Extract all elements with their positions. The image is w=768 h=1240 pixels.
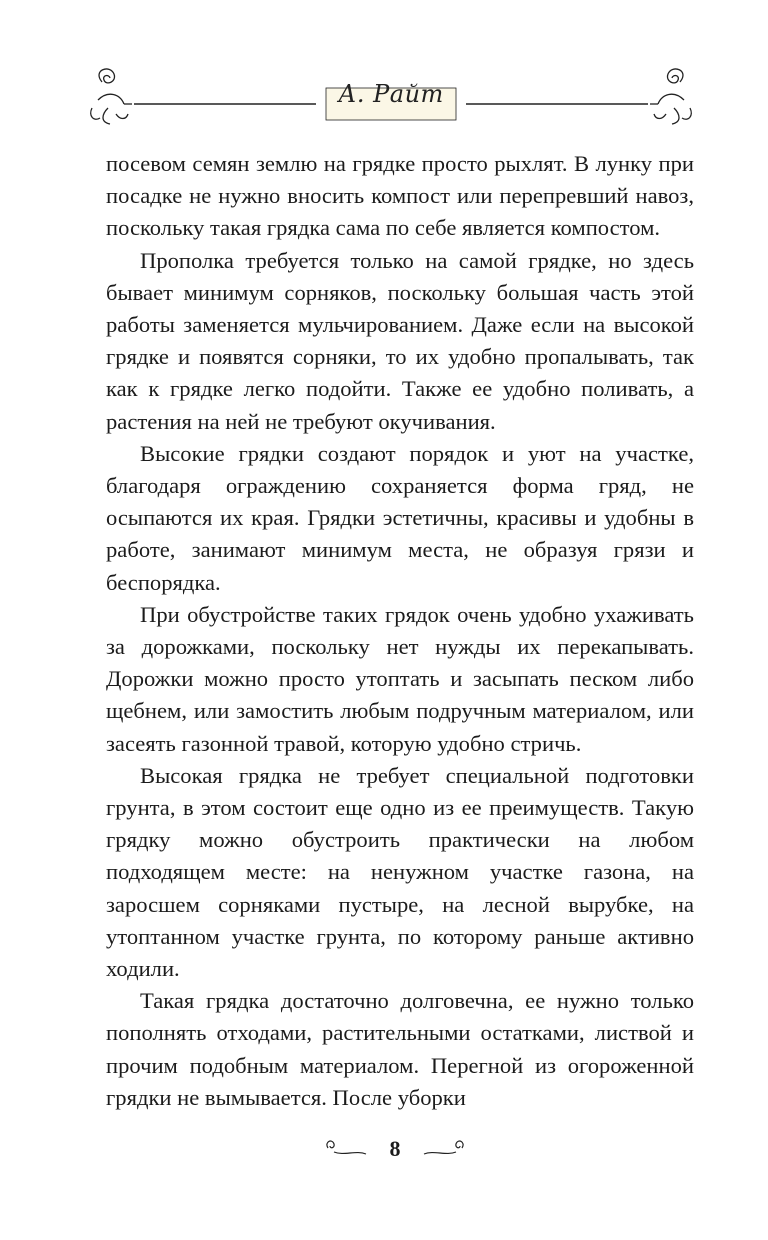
page-number: 8 xyxy=(389,1136,401,1161)
paragraph: Высокая грядка не требует специальной подготовки грунта, в этом состоит еще одно из ее преимуществ. Такую грядку можно обустроить практически на любом подходящем месте: на ненужном участке газона, на заросшем сорняками пустыре, на лесной вырубке, на утоптанном участке грунта, по которому раньше активно ходили. xyxy=(106,762,694,982)
running-header xyxy=(80,60,702,150)
paragraph: Такая грядка достаточно долговечна, ее нужно только пополнять отходами, растительными остатками, листвой и прочим подобным материалом. Перегной из огороженной грядки не вымывается. После уборки xyxy=(106,988,694,1110)
page-text xyxy=(106,148,694,1114)
paragraph: Прополка требуется только на самой грядке, но здесь бывает минимум сорняков, поскольку большая часть этой работы заменяется мульчированием. Даже если на высокой грядке и появятся сорняки, то их удобно пропалывать, так как к грядке легко подойти. Также ее удобно поливать, а растения на ней не требуют окучивания. xyxy=(106,247,694,434)
page-footer xyxy=(320,1130,470,1170)
paragraph: При обустройстве таких грядок очень удобно ухаживать за дорожками, поскольку нет нужды их перекапывать. Дорожки можно просто утоптать и засыпать песком либо щебнем, или замостить любым подручным материалом, или засеять газонной травой, которую удобно стричь. xyxy=(106,601,694,756)
author-name: А. Райт xyxy=(338,80,444,108)
paragraph: посевом семян землю на грядке просто рыхлят. В лунку при посадке не нужно вносить компост или перепревший навоз, поскольку такая грядка сама по себе является компостом. xyxy=(106,151,694,241)
paragraph: Высокие грядки создают порядок и уют на участке, благодаря ограждению сохраняется форма гряд, не осыпаются их края. Грядки эстетичны, красивы и удобны в работе, занимают минимум места, не образуя грязи и беспорядка. xyxy=(106,440,694,595)
